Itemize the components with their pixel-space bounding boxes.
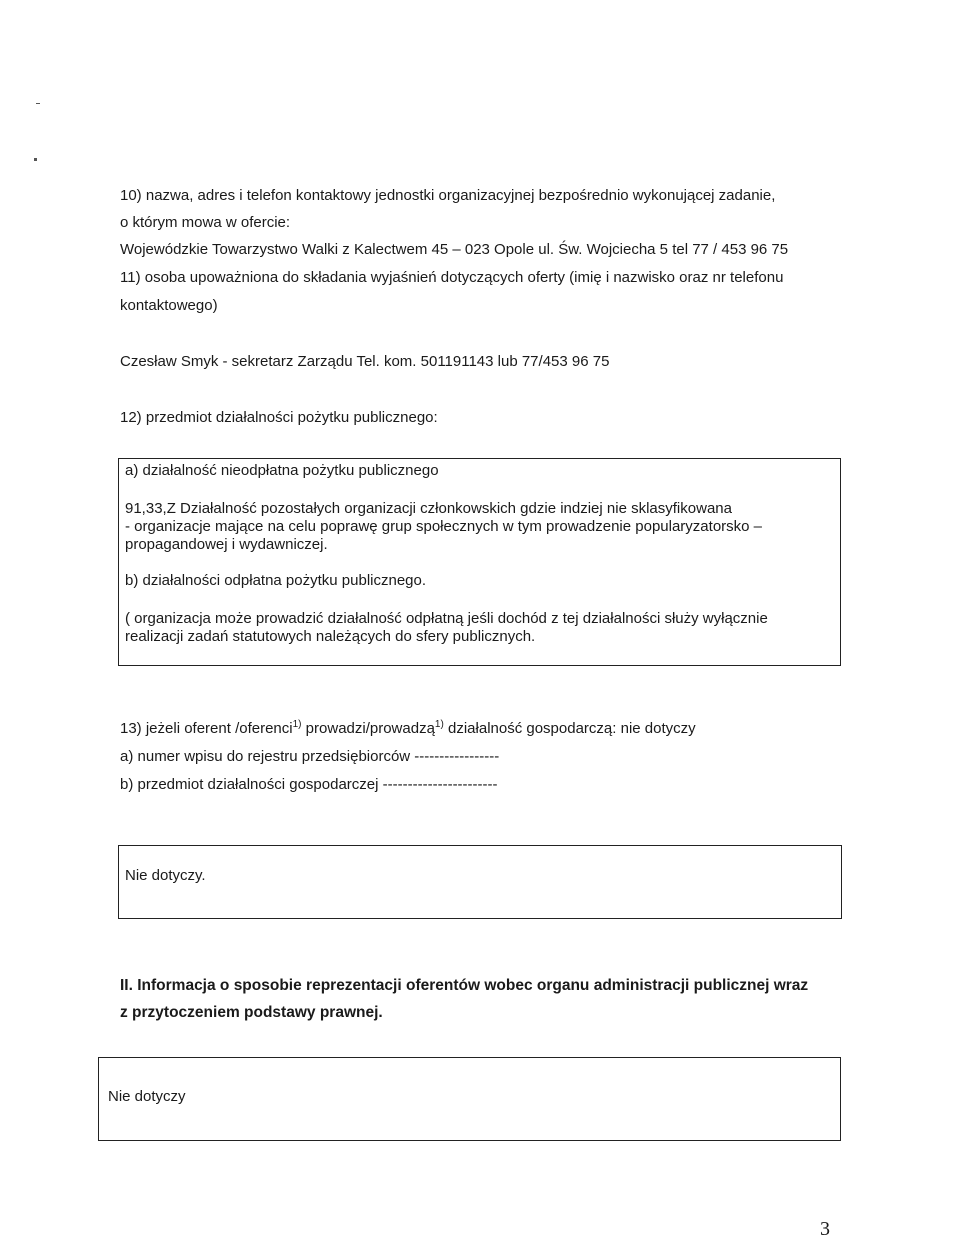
activity-a-label: a) działalność nieodpłatna pożytku publicznego	[125, 462, 439, 479]
pkd-line-3: propagandowej i wydawniczej.	[125, 536, 328, 553]
business-activity-box	[118, 845, 842, 919]
pkd-line-1: 91,33,Z Działalność pozostałych organizacji członkowskich gdzie indziej nie sklasyfikowana	[125, 500, 732, 517]
section-ii-title-line-1: II. Informacja o sposobie reprezentacji oferentów wobec organu administracji publicznej wraz	[120, 977, 809, 994]
scan-speck	[34, 158, 37, 161]
activity-box	[118, 458, 841, 666]
note-line-1: ( organizacja może prowadzić działalność odpłatną jeśli dochód z tej działalności służy wyłącznie	[125, 610, 768, 627]
scan-speck	[36, 103, 40, 104]
section-13-middle: prowadzi/prowadzą	[301, 720, 435, 737]
section-13-heading	[120, 719, 696, 739]
section-13-suffix: działalność gospodarczą: nie dotyczy	[443, 720, 696, 737]
section-13-b-line: b) przedmiot działalności gospodarczej -----------------------	[120, 776, 498, 793]
representation-box	[98, 1057, 841, 1141]
section-11-contact: Czesław Smyk - sekretarz Zarządu Tel. kom. 501191143 lub 77/453 96 75	[120, 353, 610, 370]
section-13-a-line: a) numer wpisu do rejestru przedsiębiorców -----------------	[120, 748, 500, 765]
section-10-address: Wojewódzkie Towarzystwo Walki z Kalectwem 45 – 023 Opole ul. Św. Wojciecha 5 tel 77 / 453 96 75	[120, 241, 789, 258]
pkd-line-2: - organizacje mające na celu poprawę grup społecznych w tym prowadzenie popularyzatorsko –	[125, 518, 763, 535]
section-10-line-2: o którym mowa w ofercie:	[120, 214, 291, 231]
section-13-prefix: 13) jeżeli oferent /oferenci	[120, 720, 293, 737]
business-activity-text: Nie dotyczy.	[125, 867, 206, 884]
section-11-line-2: kontaktowego)	[120, 297, 218, 314]
page-number: 3	[820, 1218, 830, 1240]
section-12-heading: 12) przedmiot działalności pożytku publicznego:	[120, 409, 438, 426]
footnote-ref: 1)	[292, 719, 302, 730]
representation-text: Nie dotyczy	[108, 1088, 186, 1105]
section-11-line-1: 11) osoba upoważniona do składania wyjaśnień dotyczących oferty (imię i nazwisko oraz nr telefonu	[120, 269, 784, 286]
activity-b-label: b) działalności odpłatna pożytku publicznego.	[125, 572, 427, 589]
footnote-ref: 1)	[434, 719, 444, 730]
section-10-line-1: 10) nazwa, adres i telefon kontaktowy jednostki organizacyjnej bezpośrednio wykonującej zadanie,	[120, 187, 776, 204]
section-ii-title-line-2: z przytoczeniem podstawy prawnej.	[120, 1004, 383, 1021]
note-line-2: realizacji zadań statutowych należących do sfery publicznych.	[125, 628, 536, 645]
